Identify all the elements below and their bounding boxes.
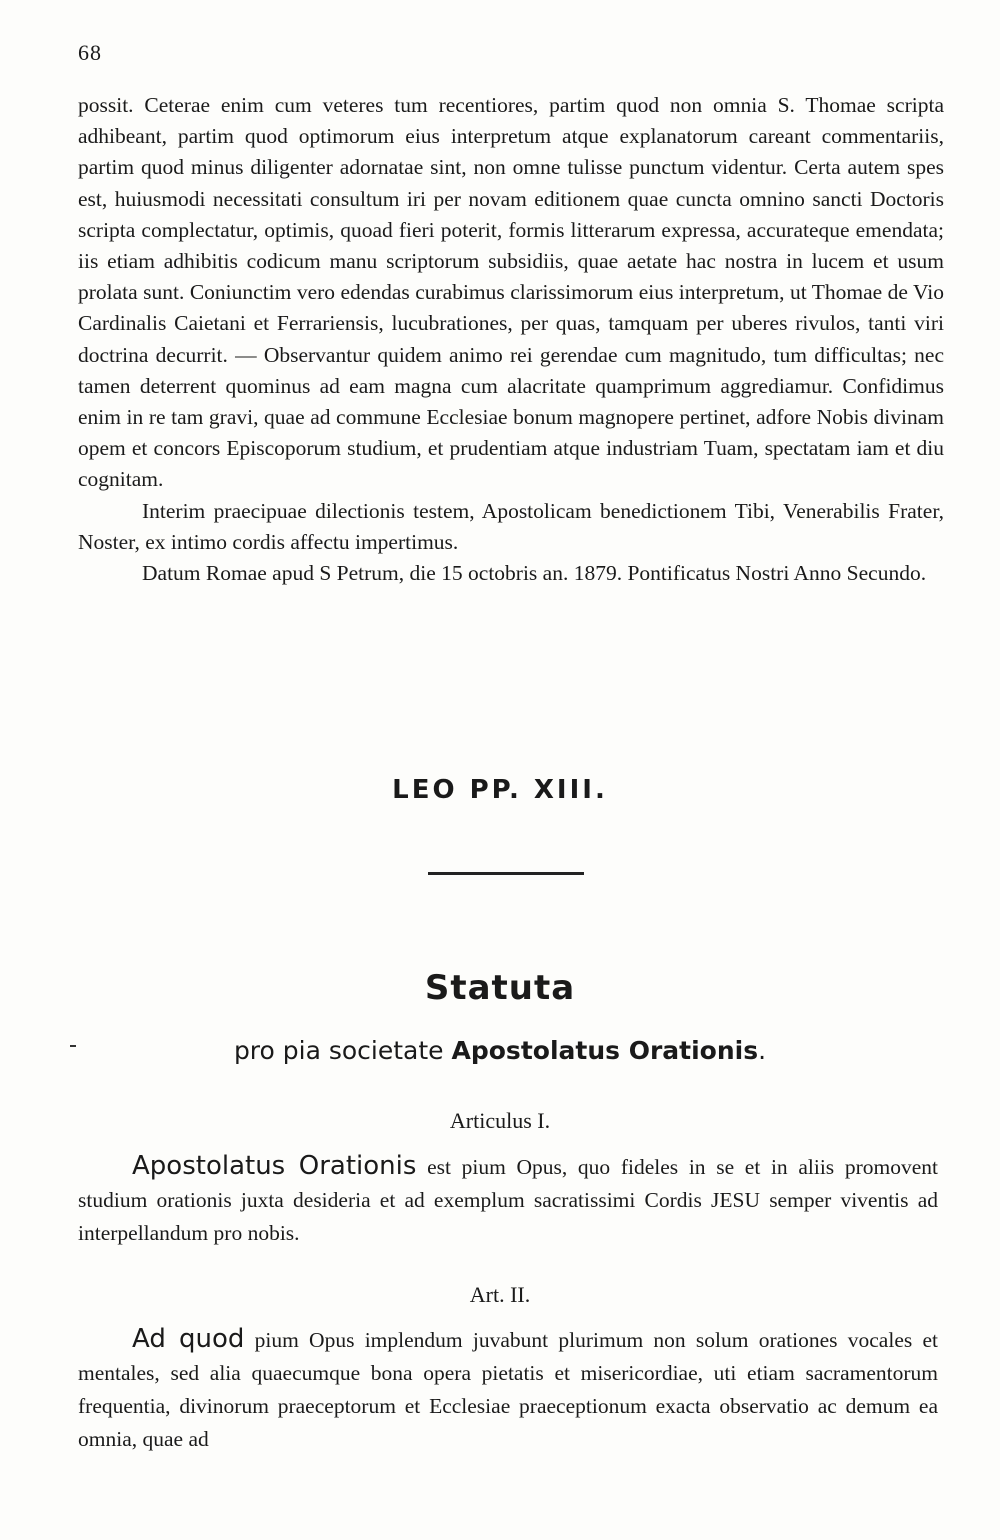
article-1-heading: Articulus I. [449, 1108, 551, 1133]
body-paragraph-1: possit. Ceterae enim cum veteres tum recentiores, partim quod non omnia S. Thomae scripta adhibeant, partim quod optimorum eius interpretum atque explanatorum careant commentariis, partim quod minus diligenter adornatae sint, non omne tulisse punctum videntur. Certa autem spes est, huiusmodi necessitati consultum iri per novam editionem quae cuncta omnino sancti Doctoris scripta complectatur, optimis, quoad fieri poterit, formis litterarum expressa, accurateque emendata; iis etiam adhibitis codicum manu scriptorum subsidiis, quae aetate hac nostra in lucem et usum prolata sunt. Coniunctim vero edendas curabimus clarissimorum eius interpretum, ut Thomae de Vio Cardinalis Caietani et Ferrariensis, lucubrationes, per quas, tamquam per uberes rivulos, tanti viri doctrina decurrit. — Observantur quidem animo rei gerendae cum magnitudo, tum difficultas; nec tamen deterrent quominus ad eam magna cum alacritate quamprimum aggrediamur. Confidimus enim in re tam gravi, quae ad commune Ecclesiae bonum magnopere pertinet, adfore Nobis divinam opem et concors Episcoporum studium, et prudentiam atque industriam Tuam, spectatam iam et diu cognitam. [78, 93, 944, 492]
subtitle-prefix: pro pia societate [233, 1036, 452, 1065]
subtitle-suffix: . [758, 1036, 767, 1065]
article-1-lead: Apostolatus Orationis [132, 1151, 417, 1181]
section-divider [428, 872, 584, 875]
statuta-subtitle [0, 1036, 1000, 1065]
article-2-heading: Art. II. [469, 1282, 531, 1307]
statuta-title: Statuta [424, 968, 576, 1008]
papal-signature: LEO PP. XIII. [392, 775, 608, 805]
article-2-lead: Ad quod [132, 1324, 245, 1354]
article-1-text [78, 1150, 938, 1250]
article-2-text [78, 1323, 938, 1456]
body-paragraph-2: Interim praecipuae dilectionis testem, Apostolicam benedictionem Tibi, Venerabilis Frater, Noster, ex intimo cordis affectu impertimus. [78, 498, 944, 554]
body-paragraph-3: Datum Romae apud S Petrum, die 15 octobris an. 1879. Pontificatus Nostri Anno Secundo. [142, 561, 927, 586]
article-1-body: est pium Opus, quo fideles in se et in aliis promovent studium orationis juxta desideria et ad exemplum sacratissimi Cordis JESU semper viventis ad interpellandum pro nobis. [78, 1155, 938, 1245]
letter-body [78, 90, 944, 589]
article-2-body: pium Opus implendum juvabunt plurimum non solum orationes vocales et mentales, sed alia quaecumque bona opera pietatis et misericordiae, uti etiam sacramentorum frequentia, divinorum praeceptorum et Ecclesiae praeceptionum exacta observatio ac demum ea omnia, quae ad [78, 1328, 938, 1451]
page-number: 68 [78, 40, 102, 65]
subtitle-society-name: Apostolatus Orationis [451, 1036, 759, 1065]
